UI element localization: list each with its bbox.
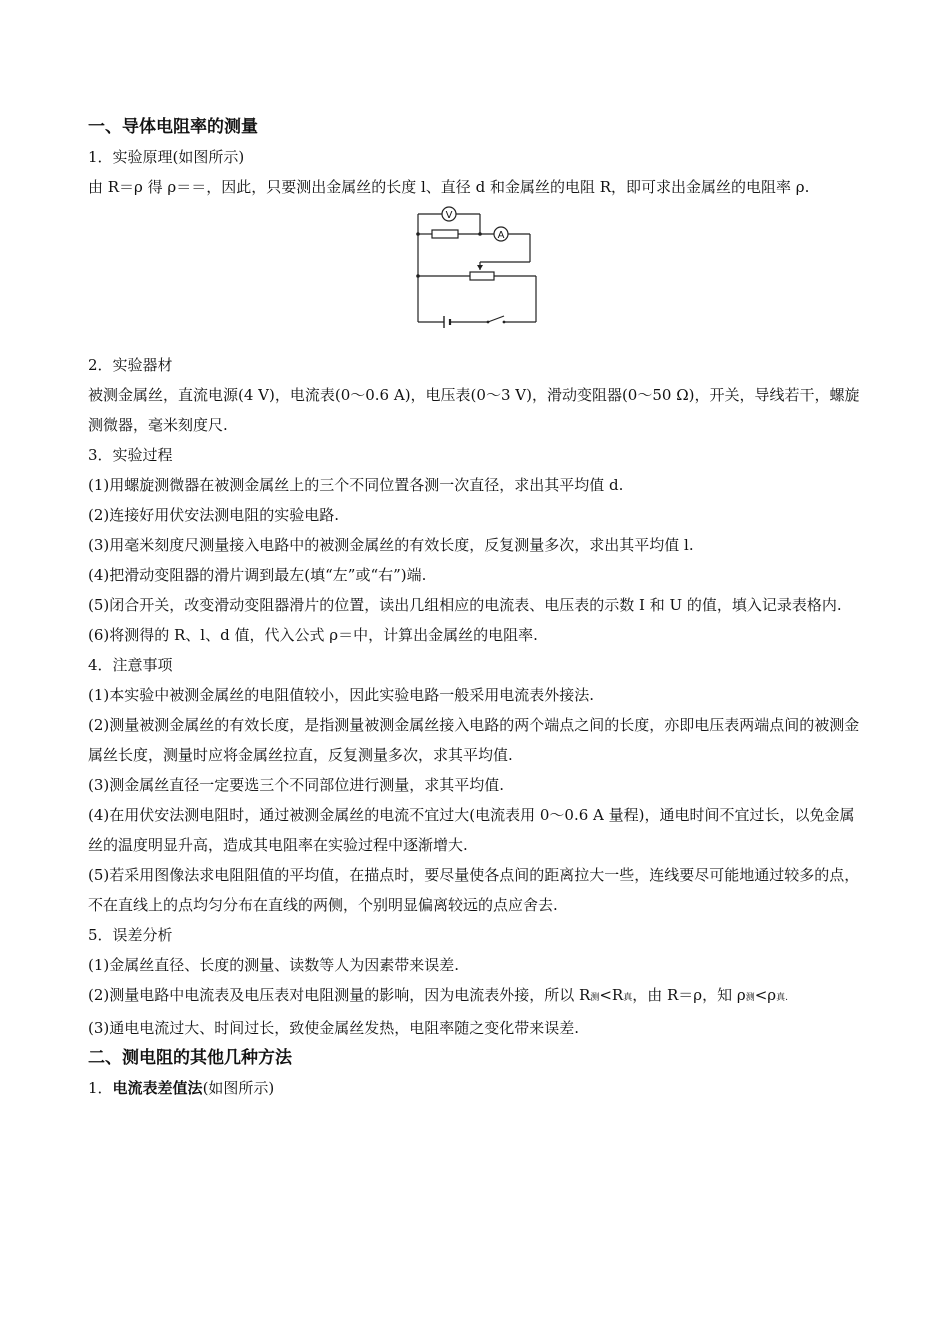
procedure-item: (5)闭合开关，改变滑动变阻器滑片的位置，读出几组相应的电流表、电压表的示数 I 和 U 的值，填入记录表格内. bbox=[88, 596, 842, 614]
notes-item: (1)本实验中被测金属丝的电阻值较小，因此实验电路一般采用电流表外接法. bbox=[88, 686, 595, 704]
voltmeter-label: V bbox=[445, 210, 453, 221]
subscript: 真. bbox=[776, 993, 788, 1003]
procedure-item: (3)用毫米刻度尺测量接入电路中的被测金属丝的有效长度，反复测量多次，求出其平均值 l. bbox=[88, 536, 694, 554]
method-suffix: (如图所示) bbox=[202, 1079, 275, 1097]
subsection-title-notes: 4．注意事项 bbox=[88, 656, 173, 674]
error-item: (3)通电电流过大、时间过长，致使金属丝发热，电阻率随之变化带来误差. bbox=[88, 1019, 580, 1037]
procedure-item: (4)把滑动变阻器的滑片调到最左(填“左”或“右”)端. bbox=[88, 566, 427, 584]
method-name: 电流表差值法 bbox=[112, 1079, 203, 1097]
equipment-text: 被测金属丝，直流电源(4 V)，电流表(0～0.6 A)，电压表(0～3 V)，滑动变阻器(0～50 Ω)，开关，导线若干，螺旋测微器，毫米刻度尺. bbox=[88, 386, 860, 434]
error-item: (1)金属丝直径、长度的测量、读数等人为因素带来误差. bbox=[88, 956, 460, 974]
procedure-item: (1)用螺旋测微器在被测金属丝上的三个不同位置各测一次直径，求出其平均值 d. bbox=[88, 476, 624, 494]
subsection-title-procedure: 3．实验过程 bbox=[88, 446, 173, 464]
procedure-item: (2)连接好用伏安法测电阻的实验电路. bbox=[88, 506, 340, 524]
error-item bbox=[88, 980, 868, 1013]
error-text-part: ，由 R＝ρ，知 ρ bbox=[632, 986, 746, 1004]
notes-item: (2)测量被测金属丝的有效长度，是指测量被测金属丝接入电路的两个端点之间的长度，亦即电压表两端点间的被测金属丝长度，测量时应将金属丝拉直，反复测量多次，求其平均值. bbox=[88, 716, 860, 764]
subscript: 测 bbox=[590, 993, 600, 1003]
error-text-part: <ρ bbox=[754, 986, 777, 1004]
error-text-part: <R bbox=[599, 986, 624, 1004]
method-number: 1． bbox=[88, 1079, 113, 1097]
ammeter-label: A bbox=[497, 230, 505, 241]
subsection-title-equipment: 2．实验器材 bbox=[88, 356, 173, 374]
circuit-diagram bbox=[88, 202, 868, 350]
notes-item: (5)若采用图像法求电阻阻值的平均值，在描点时，要尽量使各点间的距离拉大一些，连线要尽可能地通过较多的点，不在直线上的点均匀分布在直线的两侧，个别明显偏离较远的点应舍去. bbox=[88, 866, 860, 914]
principle-text: 由 R＝ρ 得 ρ＝＝，因此，只要测出金属丝的长度 l、直径 d 和金属丝的电阻 R，即可求出金属丝的电阻率 ρ. bbox=[88, 178, 810, 196]
error-text-part: (2)测量电路中电流表及电压表对电阻测量的影响，因为电流表外接，所以 R bbox=[88, 986, 591, 1004]
notes-item: (3)测金属丝直径一定要选三个不同部位进行测量，求其平均值. bbox=[88, 776, 505, 794]
subscript: 真 bbox=[623, 993, 633, 1003]
section-heading-2: 二、测电阻的其他几种方法 bbox=[88, 1048, 292, 1068]
method-title bbox=[88, 1073, 868, 1103]
circuit-svg bbox=[408, 204, 628, 328]
procedure-item: (6)将测得的 R、l、d 值，代入公式 ρ＝中，计算出金属丝的电阻率. bbox=[88, 626, 538, 644]
section-heading-1: 一、导体电阻率的测量 bbox=[88, 117, 258, 137]
subscript: 测 bbox=[745, 993, 755, 1003]
document-page bbox=[88, 112, 868, 1103]
notes-item: (4)在用伏安法测电阻时，通过被测金属丝的电流不宜过大(电流表用 0～0.6 A 量程)，通电时间不宜过长，以免金属丝的温度明显升高，造成其电阻率在实验过程中逐渐增大. bbox=[88, 806, 855, 854]
subsection-title-error: 5．误差分析 bbox=[88, 926, 173, 944]
subsection-title-principle: 1．实验原理(如图所示) bbox=[88, 148, 245, 166]
